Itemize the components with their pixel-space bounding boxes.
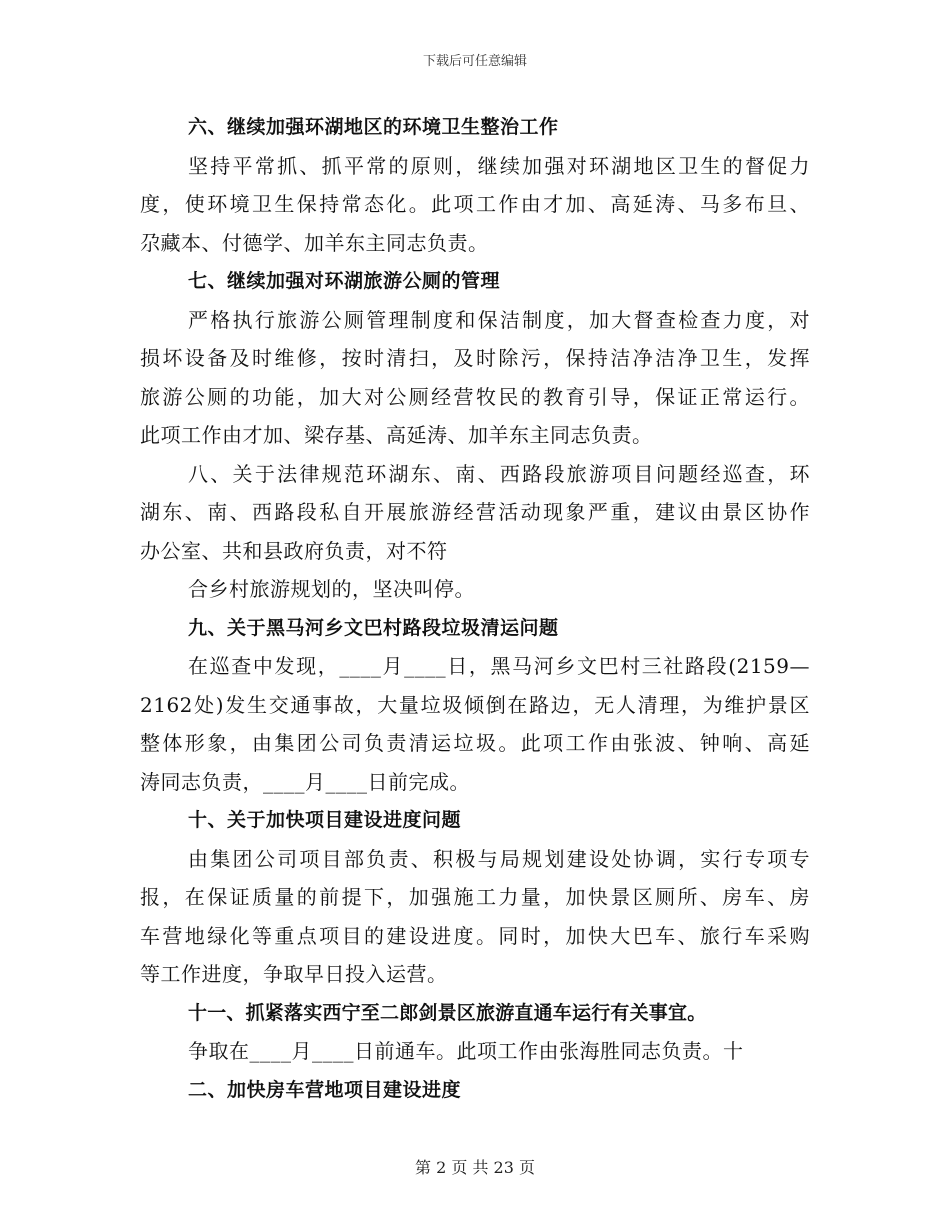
paragraph-line: 由集团公司项目部负责、积极与局规划建设处协调，实行专项专 [188, 846, 810, 871]
page-header-note: 下载后可任意编辑 [422, 54, 527, 69]
paragraph-line: 坚持平常抓、抓平常的原则，继续加强对环湖地区卫生的督促力 [188, 153, 810, 178]
paragraph-line: 损坏设备及时维修，按时清扫，及时除污，保持洁净洁净卫生，发挥 [140, 346, 810, 370]
section-heading: 十一、抓紧落实西宁至二郎剑景区旅游直通车运行有关事宜。 [188, 1001, 707, 1024]
paragraph-line: 度，使环境卫生保持常态化。此项工作由才加、高延涛、马多布旦、 [140, 192, 810, 216]
paragraph-line: 八、关于法律规范环湖东、南、西路段旅游项目问题经巡查，环 [188, 461, 810, 486]
paragraph-line: 报，在保证质量的前提下，加强施工力量，加快景区厕所、房车、房 [140, 885, 810, 909]
paragraph-line: 旅游公厕的功能，加大对公厕经营牧民的教育引导，保证正常运行。 [140, 384, 810, 409]
paragraph-line: 涛同志负责，____月____日前完成。 [140, 769, 470, 794]
section-heading: 七、继续加强对环湖旅游公厕的管理 [188, 270, 501, 292]
section-heading: 二、加快房车营地项目建设进度 [188, 1078, 462, 1101]
paragraph-line: 车营地绿化等重点项目的建设进度。同时，加快大巴车、旅行车采购 [140, 923, 810, 948]
document-body [140, 108, 810, 1109]
paragraph-line: 2162处)发生交通事故，大量垃圾倾倒在路边，无人清理，为维护景区 [140, 692, 810, 717]
paragraph-line: 严格执行旅游公厕管理制度和保洁制度，加大督查检查力度，对 [188, 307, 810, 332]
paragraph-line: 整体形象，由集团公司负责清运垃圾。此项工作由张波、钟响、高延 [140, 731, 810, 755]
paragraph-line: 在巡查中发现，____月____日，黑马河乡文巴村三社路段(2159— [188, 654, 810, 678]
section-heading: 九、关于黑马河乡文巴村路段垃圾清运问题 [188, 616, 559, 639]
paragraph-line: 此项工作由才加、梁存基、高延涛、加羊东主同志负责。 [140, 423, 653, 447]
section-heading: 六、继续加强环湖地区的环境卫生整治工作 [188, 116, 559, 138]
paragraph-line: 争取在____月____日前通车。此项工作由张海胜同志负责。十 [188, 1039, 744, 1063]
paragraph-line: 湖东、南、西路段私自开展旅游经营活动现象严重，建议由景区协作 [140, 500, 810, 524]
paragraph-line: 等工作进度，争取早日投入运营。 [140, 962, 448, 986]
paragraph-line: 合乡村旅游规划的，坚决叫停。 [188, 577, 475, 601]
page-number: 第 2 页 共 23 页 [415, 1158, 535, 1177]
paragraph-line: 办公室、共和县政府负责，对不符 [140, 538, 448, 563]
section-heading: 十、关于加快项目建设进度问题 [188, 809, 462, 831]
paragraph-line: 尕藏本、付德学、加羊东主同志负责。 [140, 230, 489, 255]
